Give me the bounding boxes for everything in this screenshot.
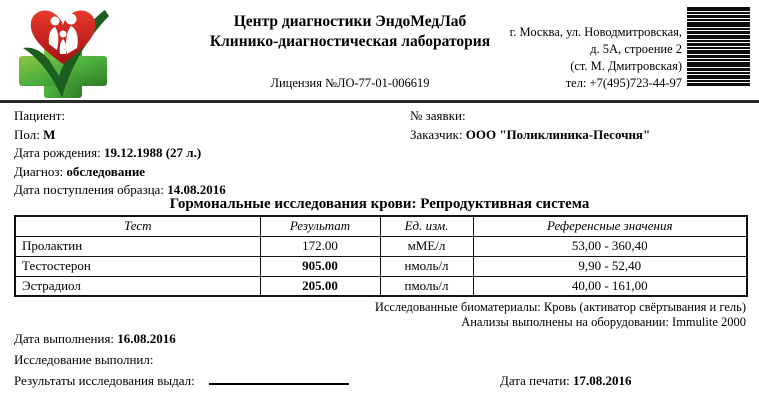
clinic-address <box>440 24 682 92</box>
barcode-bar <box>687 50 750 54</box>
reference-range: 40,00 - 161,00 <box>473 276 747 296</box>
diagnosis-label: Диагноз: <box>14 163 64 179</box>
unit-value: мМЕ/л <box>380 236 473 256</box>
patient-info <box>14 107 226 200</box>
patient-name-row <box>14 107 226 126</box>
column-header-result: Результат <box>260 216 380 236</box>
address-line: (ст. М. Дмитровская) <box>570 59 682 73</box>
equipment-note: Анализы выполнены на оборудовании: Immulite 2000 <box>461 315 746 329</box>
biomaterials-note: Исследованные биоматериалы: Кровь (активатор свёртывания и гель) <box>374 300 746 314</box>
table-row <box>15 276 747 296</box>
unit-value: нмоль/л <box>380 256 473 276</box>
barcode-bar <box>687 72 750 74</box>
test-name: Тестостерон <box>15 256 260 276</box>
customer-row <box>410 126 650 145</box>
barcode-bar <box>687 19 750 21</box>
sample-date-label: Дата поступления образца: <box>14 182 164 197</box>
customer-value: ООО "Поликлиника-Песочня" <box>465 126 651 142</box>
reference-range: 53,00 - 360,40 <box>473 236 747 256</box>
barcode-bar <box>687 43 750 46</box>
barcode-bar <box>687 15 750 18</box>
request-number-row <box>410 107 650 126</box>
patient-sex-row <box>14 126 226 145</box>
result-value: 172.00 <box>260 236 380 256</box>
barcode-bar <box>687 62 750 67</box>
header-divider <box>0 100 759 103</box>
issued-by-label: Результаты исследования выдал: <box>14 373 195 388</box>
barcode <box>687 7 750 86</box>
column-header-test: Тест <box>15 216 260 236</box>
address-line: г. Москва, ул. Новодмитровская, <box>509 25 682 39</box>
test-name: Пролактин <box>15 236 260 256</box>
barcode-bar <box>687 40 750 42</box>
address-line: д. 5А, строение 2 <box>590 42 682 56</box>
print-date-label: Дата печати: <box>500 373 570 388</box>
executor-label: Исследование выполнил: <box>14 352 154 367</box>
address-line: тел: +7(495)723-44-97 <box>565 76 682 90</box>
clinic-logo <box>12 6 114 98</box>
result-value: 205.00 <box>260 276 380 296</box>
barcode-bar <box>687 35 750 39</box>
results-table <box>14 215 748 297</box>
barcode-bar <box>687 22 750 27</box>
barcode-bar <box>687 12 750 14</box>
request-number-label: № заявки: <box>410 108 466 123</box>
results-header-row <box>15 216 747 236</box>
barcode-bar <box>687 7 750 11</box>
test-name: Эстрадиол <box>15 276 260 296</box>
barcode-bar <box>687 59 750 61</box>
lab-title-line1: Центр диагностики ЭндоМедЛаб <box>233 13 467 30</box>
performed-date-value: 16.08.2016 <box>117 331 176 346</box>
birth-label: Дата рождения: <box>14 145 101 160</box>
reference-range: 9,90 - 52,40 <box>473 256 747 276</box>
table-row <box>15 236 747 256</box>
customer-label: Заказчик: <box>410 126 463 142</box>
order-info <box>410 107 650 144</box>
barcode-bar <box>687 47 750 49</box>
barcode-bar <box>687 28 750 30</box>
sex-value: М <box>43 126 56 142</box>
sex-label: Пол: <box>14 126 40 142</box>
patient-birth-row <box>14 144 226 163</box>
print-date-value: 17.08.2016 <box>573 373 632 388</box>
performed-date-label: Дата выполнения: <box>14 331 115 346</box>
executor-row <box>14 352 153 368</box>
patient-diagnosis-row <box>14 163 226 182</box>
column-header-unit: Ед. изм. <box>380 216 473 236</box>
patient-label: Пациент: <box>14 108 66 123</box>
barcode-bar <box>687 55 750 58</box>
barcode-bar <box>687 75 750 79</box>
column-header-reference: Референсные значения <box>473 216 747 236</box>
barcode-bar <box>687 83 750 86</box>
performed-date-row <box>14 331 176 347</box>
diagnosis-value: обследование <box>66 163 146 179</box>
barcode-bar <box>687 68 750 71</box>
barcode-bar <box>687 31 750 34</box>
lab-title-line2: Клинико-диагностическая лаборатория <box>209 33 491 50</box>
print-date-row <box>500 373 632 389</box>
issued-by-row <box>14 373 349 389</box>
birth-value: 19.12.1988 (27 л.) <box>103 145 202 160</box>
clinic-logo-icon <box>12 6 114 98</box>
section-title: Гормональные исследования крови: Репродуктивная система <box>169 196 590 212</box>
signature-line <box>209 383 349 385</box>
unit-value: пмоль/л <box>380 276 473 296</box>
table-row <box>15 256 747 276</box>
result-value: 905.00 <box>260 256 380 276</box>
license-number: Лицензия №ЛО-77-01-006619 <box>270 76 430 90</box>
barcode-bar <box>687 80 750 82</box>
sample-date-value: 14.08.2016 <box>167 182 226 197</box>
